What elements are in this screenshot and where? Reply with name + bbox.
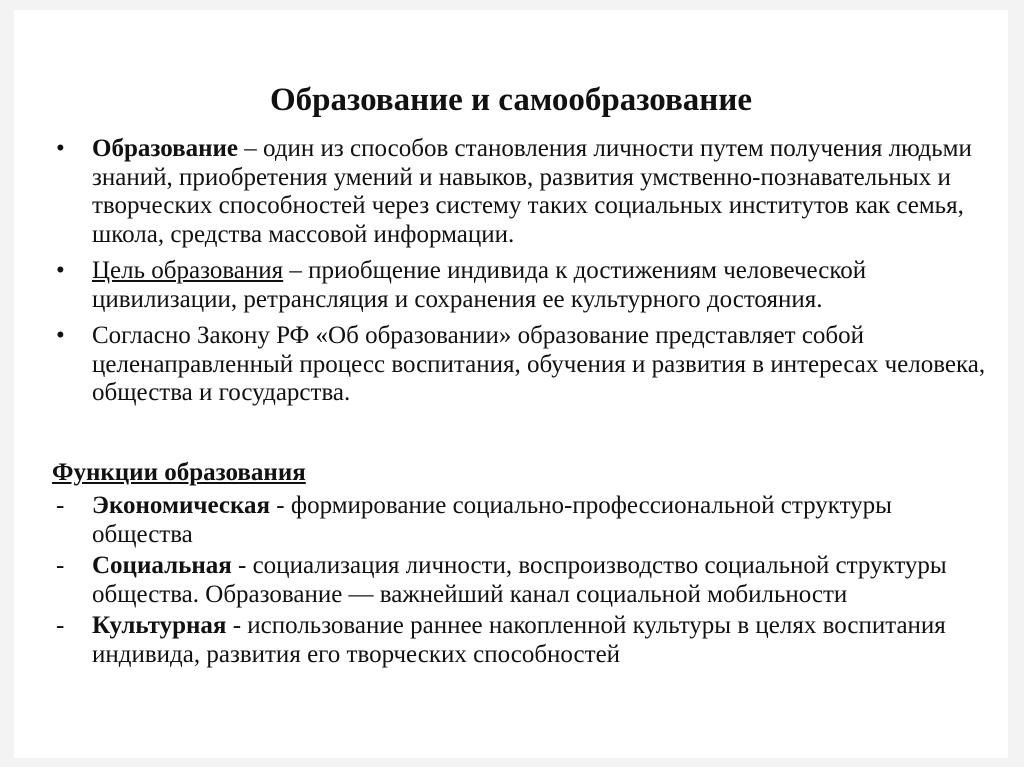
cultural-function-text: - использование раннее накопленной культуры в целях воспитания индивида, развития его творческих способностей bbox=[92, 612, 946, 668]
definition-list bbox=[56, 135, 986, 416]
education-definition-text: – один из способов становления личности путем получения людьми знаний, приобретения умений и навыков, развития умственно-познавательных и творческих способностей через систему таких социальных институтов как семья, школа, средства массовой информации. bbox=[92, 135, 972, 248]
term-education-goal: Цель образования bbox=[92, 257, 284, 284]
bullet-marker: • bbox=[56, 135, 65, 162]
term-economic: Экономическая bbox=[92, 492, 271, 519]
list-item-cultural-function bbox=[56, 612, 986, 669]
list-item-education-definition bbox=[56, 135, 986, 249]
list-item-law-definition bbox=[56, 322, 986, 408]
economic-function-text: - формирование социально-профессиональной структуры общества bbox=[92, 492, 892, 548]
list-item-economic-function bbox=[56, 492, 986, 549]
term-cultural: Культурная bbox=[92, 612, 227, 639]
list-item-social-function bbox=[56, 552, 986, 609]
functions-heading: Функции образования bbox=[52, 459, 306, 486]
functions-list bbox=[56, 492, 986, 672]
slide bbox=[14, 10, 1008, 758]
dash-marker: - bbox=[56, 492, 65, 519]
term-social: Социальная bbox=[92, 552, 232, 579]
social-function-text: - социализация личности, воспроизводство социальной структуры общества. Образование — важнейший канал социальной мобильности bbox=[92, 552, 947, 608]
dash-marker: - bbox=[56, 552, 65, 579]
slide-title: Образование и самообразование bbox=[270, 82, 752, 118]
list-item-education-goal bbox=[56, 257, 986, 314]
education-goal-text: – приобщение индивида к достижениям человеческой цивилизации, ретрансляция и сохранения ее культурного достояния. bbox=[92, 257, 867, 313]
bullet-marker: • bbox=[56, 257, 65, 284]
term-education: Образование bbox=[92, 135, 239, 162]
law-definition-text: Согласно Закону РФ «Об образовании» образование представляет собой целенаправленный процесс воспитания, обучения и развития в интересах человека, общества и государства. bbox=[92, 322, 986, 406]
dash-marker: - bbox=[56, 612, 65, 639]
bullet-marker: • bbox=[56, 322, 65, 349]
